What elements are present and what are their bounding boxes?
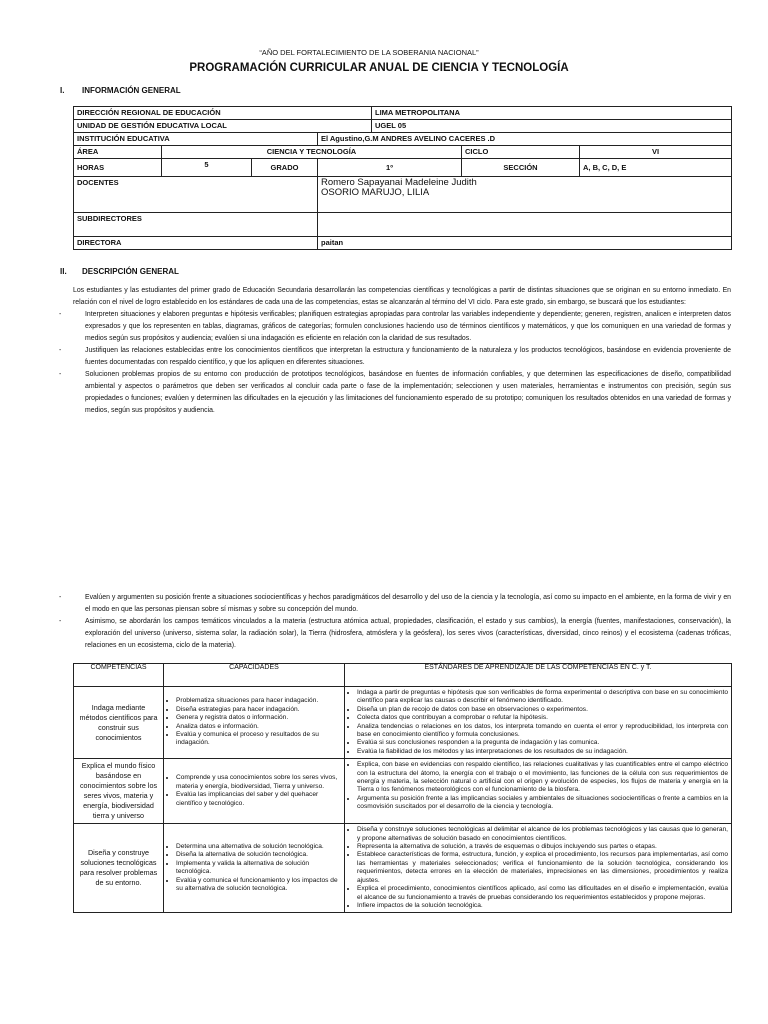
- document-title: PROGRAMACIÓN CURRICULAR ANUAL DE CIENCIA Y TECNOLOGÍA: [189, 62, 569, 74]
- capacidades-cell: [164, 824, 345, 913]
- competencia-name: Explica el mundo físico basándose en conocimientos sobre los seres vivos, materia y energía, biodiversidad tierra y universo: [74, 759, 164, 824]
- estandar-item: • Infiere impactos de la solución tecnológica.: [357, 902, 728, 910]
- estandar-item: • Diseña un plan de recojo de datos con base en observaciones o experimentos.: [357, 706, 728, 714]
- directora-label: DIRECTORA: [74, 237, 318, 250]
- docente-2: OSORIO MARUJO, LILIA: [321, 187, 430, 198]
- section-1-number: I.: [60, 86, 65, 95]
- estandares-cell: [345, 687, 732, 759]
- docentes-value: [318, 177, 732, 213]
- subdirectores-label: SUBDIRECTORES: [74, 213, 318, 237]
- description-block: [59, 285, 731, 417]
- estandar-item: • Evalúa si sus conclusiones responden a la pregunta de indagación y las comunica.: [357, 739, 728, 747]
- estandar-item: • Explica el procedimiento, conocimientos científicos aplicado, así como las dificultades en el diseño e implementación, evalúa el alcance de su funcionamiento a través de pruebas considerando los requerimientos establecidos y propone mejoras.: [357, 885, 728, 902]
- competencias-table: [73, 663, 732, 913]
- competencia-row-explica: [74, 759, 732, 824]
- capacidad-item: • Evalúa y comunica el proceso y resultados de su indagación.: [176, 731, 341, 748]
- bullet-text: Interpreten situaciones y elaboren preguntas e hipótesis verificables; planifiquen estrategias apropiadas para controlar las variables independiente y dependiente; generen, registren, analicen e interpreten datos expresados y que los representen en tablas, diagramas, gráficos de categorías; formulen conclusiones haciendo uso de términos científicos y matemáticos, y que los comuniquen en una variedad de formas y medios según sus propósitos y audiencia; evalúen si una indagación es eficiente en relación con la claridad de sus resultados.: [85, 311, 731, 342]
- capacidad-item: • Analiza datos e información.: [176, 723, 341, 731]
- description-bullet: [59, 309, 731, 345]
- estandar-item: • Evalúa la fiabilidad de los métodos y las interpretaciones de los resultados de su indagación.: [357, 748, 728, 756]
- row-docentes: [74, 177, 732, 213]
- ie-label: INSTITUCIÓN EDUCATIVA: [74, 133, 318, 146]
- section-2-title: DESCRIPCIÓN GENERAL: [82, 267, 179, 276]
- capacidad-item: • Comprende y usa conocimientos sobre los seres vivos, materia y energía, biodiversidad, Tierra y universo.: [176, 774, 341, 791]
- bullet-dash: -: [59, 371, 62, 378]
- section-2-number: II.: [60, 267, 67, 276]
- seccion-value: A, B, C, D, E: [580, 159, 732, 177]
- estandar-item: • Indaga a partir de preguntas e hipótesis que son verificables de forma experimental o descriptiva con base en su conocimiento científico para explicar las causas o describir el fenómeno identificado.: [357, 689, 728, 706]
- bullet-text: Justifiquen las relaciones establecidas entre los conocimientos científicos que interpretan la estructura y funcionamiento de la naturaleza y los productos tecnológicos, basándose en evidencia proveniente de fuentes documentadas con respaldo científico, y que los apliquen en diferentes situaciones.: [85, 347, 731, 366]
- competencia-row-disena: [74, 824, 732, 913]
- area-label: ÁREA: [74, 146, 162, 159]
- estandares-cell: [345, 824, 732, 913]
- row-subdirectores: [74, 213, 732, 237]
- description-bullet: [59, 369, 731, 417]
- estandares-cell: [345, 759, 732, 824]
- bullet-dash: -: [59, 311, 62, 318]
- bullet-dash: -: [59, 347, 62, 354]
- docentes-label: DOCENTES: [74, 177, 318, 213]
- competencia-name: Diseña y construye soluciones tecnológicas para resolver problemas de su entorno.: [74, 824, 164, 913]
- competencias-header-row: [74, 664, 732, 687]
- row-horas: [74, 159, 732, 177]
- estandar-item: • Diseña y construye soluciones tecnológicas al delimitar el alcance de los problemas tecnológicos y las causas que lo generan, y propone alternativas de solución basado en conocimientos científicos.: [357, 826, 728, 843]
- estandar-item: • Analiza tendencias o relaciones en los datos, los interpreta tomando en cuenta el error y reproducibilidad, los interpreta con base en conocimiento científico y formula conclusiones.: [357, 723, 728, 740]
- section-1-heading: [60, 86, 181, 95]
- dre-value: LIMA METROPOLITANA: [372, 107, 732, 120]
- capacidad-item: • Diseña la alternativa de solución tecnológica.: [176, 851, 341, 859]
- competencia-row-indaga: [74, 687, 732, 759]
- bullet-dash: -: [59, 618, 62, 625]
- bullet-dash: -: [59, 594, 62, 601]
- docente-1: Romero Sapayanai Madeleine Judith: [321, 177, 477, 188]
- area-value: CIENCIA Y TECNOLOGÍA: [162, 146, 462, 159]
- description-block-continued: [59, 592, 731, 652]
- ciclo-value: VI: [580, 146, 732, 159]
- capacidad-item: • Determina una alternativa de solución tecnológica.: [176, 843, 341, 851]
- horas-label: HORAS: [74, 159, 162, 177]
- ugel-value: UGEL 05: [372, 120, 732, 133]
- capacidad-item: • Problematiza situaciones para hacer indagación.: [176, 697, 341, 705]
- bullet-text: Evalúen y argumenten su posición frente a situaciones sociocientíficas y hechos paradigmáticos del desarrollo y del uso de la ciencia y la tecnología, así como su impacto en el ambiente, en la forma de vivir y en el modo en que las personas piensan sobre sí mismas y sobre su concepción del mundo.: [85, 594, 731, 613]
- capacidades-cell: [164, 759, 345, 824]
- section-1-title: INFORMACIÓN GENERAL: [82, 86, 181, 95]
- capacidad-item: • Implementa y valida la alternativa de solución tecnológica.: [176, 860, 341, 877]
- header-competencias: COMPETENCIAS: [74, 664, 164, 687]
- description-intro: Los estudiantes y las estudiantes del primer grado de Educación Secundaria desarrollarán las competencias científicas y tecnológicas a partir de distintas situaciones que se originan en su entorno inmediato. En relación con el nivel de logro establecido en los estándares de cada una de las competencias, estas se alcanzarán al término del VI ciclo. Para este grado, sin embargo, se buscará que los estudiantes:: [73, 287, 731, 306]
- ie-value: El Agustino,G.M ANDRES AVELINO CACERES .D: [318, 133, 732, 146]
- description-bullet: [59, 345, 731, 369]
- row-dre: [74, 107, 732, 120]
- estandar-item: • Explica, con base en evidencias con respaldo científico, las relaciones cualitativas y las cuantificables entre el campo eléctrico con la estructura del átomo, la energía con el trabajo o el movimiento, las funciones de la célula con sus requerimientos de energía y materia, la selección natural o artificial con el origen y evolución de especies, los flujos de materia y energía en la Tierra o los fenómenos meteorológicos con el funcionamiento de la biosfera.: [357, 761, 728, 795]
- grado-label: GRADO: [252, 159, 318, 177]
- section-2-heading: [60, 267, 179, 276]
- estandar-item: • Argumenta su posición frente a las implicancias sociales y ambientales de situaciones sociocientíficas o frente a cambios en la cosmovisión suscitados por el desarrollo de la ciencia y tecnología.: [357, 795, 728, 812]
- row-ie: [74, 133, 732, 146]
- row-directora: [74, 237, 732, 250]
- header-estandares: ESTÁNDARES DE APRENDIZAJE DE LAS COMPETENCIAS EN C. y T.: [345, 664, 732, 687]
- ugel-label: UNIDAD DE GESTIÓN EDUCATIVA LOCAL: [74, 120, 372, 133]
- estandar-item: • Establece características de forma, estructura, función, y explica el procedimiento, los recursos para implementarlas, así como las herramientas y materiales seleccionados; verifica el funcionamiento de la solución tecnológica, considerando los requerimientos, detecta errores en la elección de materiales, imprecisiones en las dimensiones, procedimientos y realiza ajustes.: [357, 851, 728, 885]
- subdirectores-value: [318, 213, 732, 237]
- capacidades-cell: [164, 687, 345, 759]
- competencia-name: Indaga mediante métodos científicos para construir sus conocimientos: [74, 687, 164, 759]
- grado-value: 1º: [318, 159, 462, 177]
- directora-value: paitan: [318, 237, 732, 250]
- general-info-table: [73, 106, 732, 250]
- bullet-text: Solucionen problemas propios de su entorno con producción de prototipos tecnológicos, basándose en fuentes de información confiables, y que determinen las especificaciones de diseño, compatibilidad ambiental y aspectos o parámetros que deben ser verificados al concluir cada parte o fase de la implementación; seleccionen y usen materiales, herramientas e instrumentos con precisión, según sus propiedades o funciones; evalúen y determinen las dificultades en la ejecución y las limitaciones del funcionamiento esperado de su prototipo; comuniquen los resultados obtenidos en una variedad de formas y medios, según sus propósitos y audiencia.: [85, 371, 731, 414]
- dre-label: DIRECCIÓN REGIONAL DE EDUCACIÓN: [74, 107, 372, 120]
- estandar-item: • Representa la alternativa de solución, a través de esquemas o dibujos incluyendo sus partes o etapas.: [357, 843, 728, 851]
- horas-value: 5: [162, 159, 252, 177]
- ciclo-label: CICLO: [462, 146, 580, 159]
- header-capacidades: CAPACIDADES: [164, 664, 345, 687]
- capacidad-item: • Diseña estrategias para hacer indagación.: [176, 706, 341, 714]
- bullet-text: Asimismo, se abordarán los campos temáticos vinculados a la materia (estructura atómica actual, propiedades, clasificación, el estado y sus cambios), la energía (fuentes, manifestaciones, conservación), la exploración del universo (universo, sistema solar, la radiación solar), la Tierra (hidrosfera, atmósfera y la geósfera), los seres vivos (características, diversidad, cinco reinos) y el ecosistema (cadenas tróficas, relaciones en un ecosistema, ciclo de la materia).: [85, 618, 731, 649]
- capacidad-item: • Evalúa y comunica el funcionamiento y los impactos de su alternativa de solución tecnológica.: [176, 877, 341, 894]
- capacidad-item: • Genera y registra datos o información.: [176, 714, 341, 722]
- description-bullet: [59, 592, 731, 616]
- description-bullet: [59, 616, 731, 652]
- row-area: [74, 146, 732, 159]
- seccion-label: SECCIÓN: [462, 159, 580, 177]
- row-ugel: [74, 120, 732, 133]
- year-motto: “AÑO DEL FORTALECIMIENTO DE LA SOBERANIA NACIONAL”: [259, 48, 479, 57]
- estandar-item: • Colecta datos que contribuyan a comprobar o refutar la hipótesis.: [357, 714, 728, 722]
- capacidad-item: • Evalúa las implicancias del saber y del quehacer científico y tecnológico.: [176, 791, 341, 808]
